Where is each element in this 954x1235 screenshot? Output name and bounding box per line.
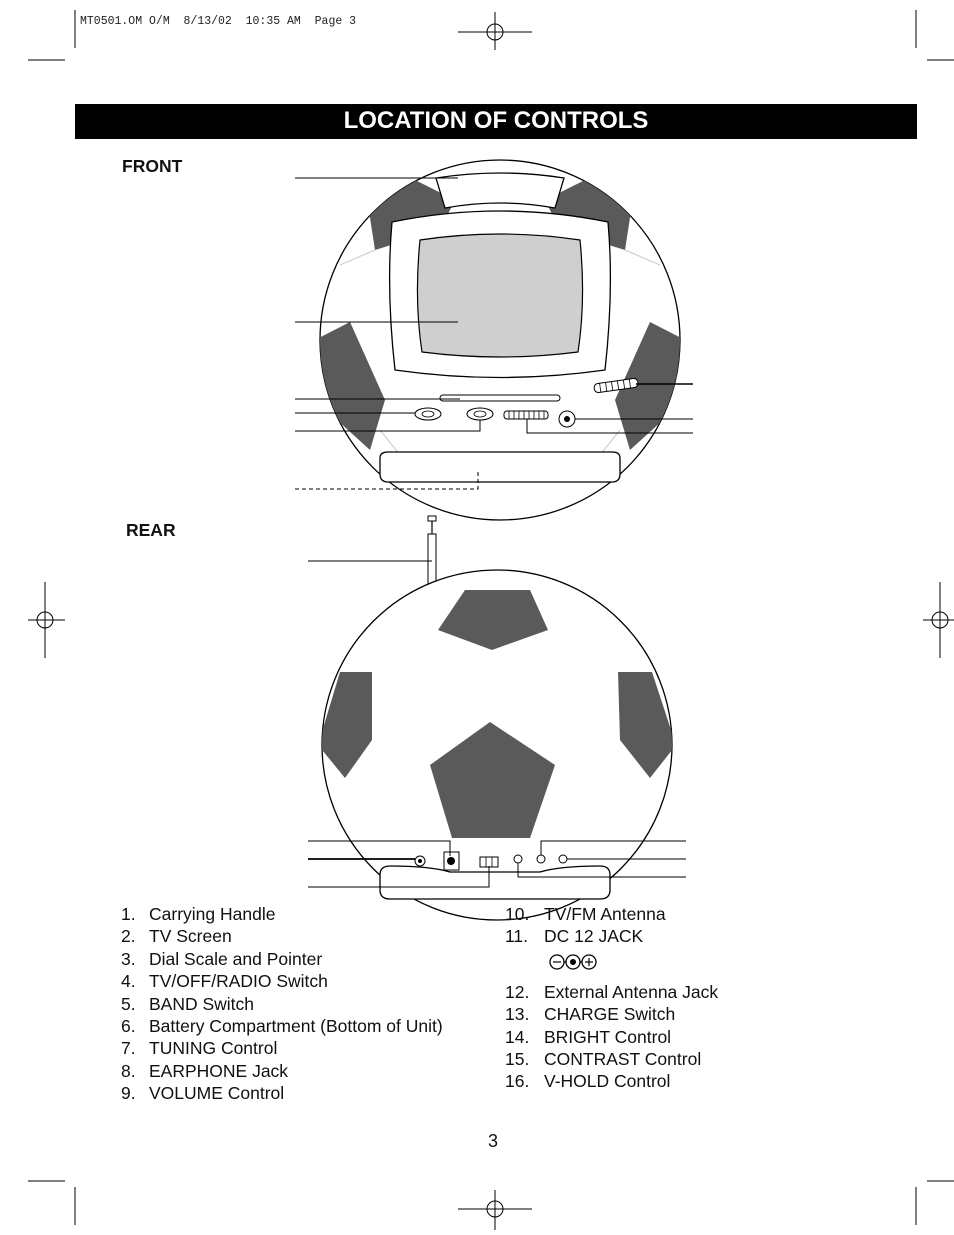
front-label: FRONT [122,156,183,176]
rear-label: REAR [126,520,176,540]
dc-polarity-icon [548,950,602,972]
page-number: 3 [488,1131,499,1151]
page-title: LOCATION OF CONTROLS [343,107,649,134]
print-slug: MT0501.OM O/M 8/13/02 10:35 AM Page 3 [80,15,357,28]
